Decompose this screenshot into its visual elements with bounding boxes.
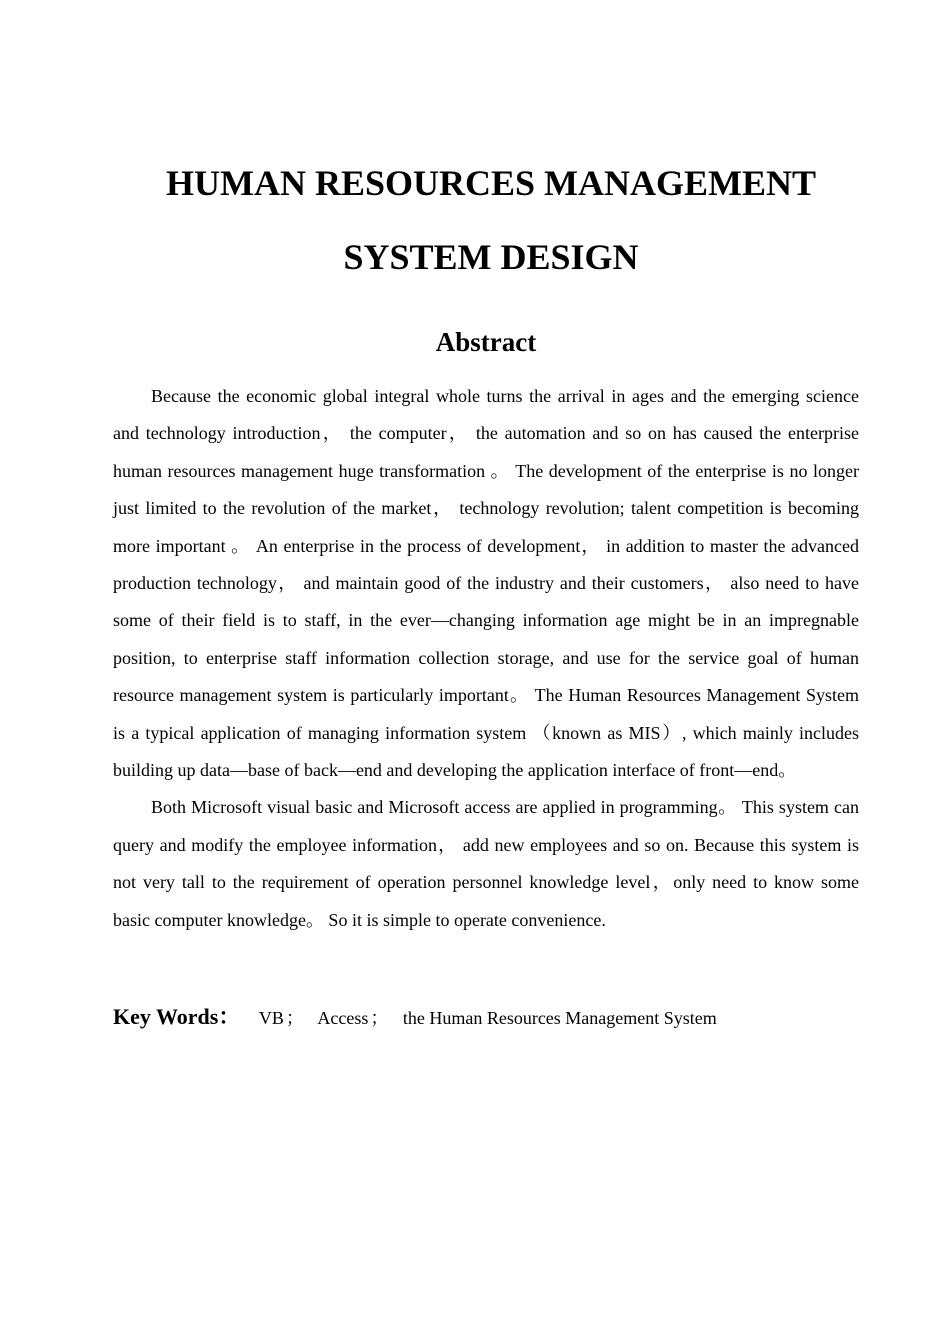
- keywords-line: [113, 997, 859, 1038]
- keyword-item: VB: [258, 1008, 284, 1028]
- abstract-paragraph-2: Both Microsoft visual basic and Microsoft access are applied in programming。 This system can query and modify the employee information， add new employees and so on. Because this system is not very tall to the requirement of operation personnel knowledge level，only need to know some basic computer knowledge。 So it is simple to operate convenience.: [113, 797, 859, 930]
- keyword-separator: ；: [370, 1008, 389, 1028]
- keywords-label: Key Words：: [113, 1004, 241, 1029]
- abstract-paragraph-1: Because the economic global integral whole turns the arrival in ages and the emerging science and technology introduction， the computer， the automation and so on has caused the enterprise human resources management huge transformation 。 The development of the enterprise is no longer just limited to the revolution of the market， technology revolution; talent competition is becoming more important 。 An enterprise in the process of development， in addition to master the advanced production technology， and maintain good of the industry and their customers， also need to have some of their field is to staff, in the ever—changing information age might be in an impregnable position, to enterprise staff information collection storage, and use for the service goal of human resource management system is particularly important。 The Human Resources Management System is a typical application of managing information system （known as MIS）, which mainly includes building up data—base of back—end and developing the application interface of front—end。: [113, 386, 859, 781]
- keyword-separator: ；: [285, 1008, 304, 1028]
- abstract-body: [113, 378, 859, 939]
- title-line-1: HUMAN RESOURCES MANAGEMENT: [165, 163, 817, 203]
- keyword-item: the Human Resources Management System: [402, 1008, 717, 1028]
- title-line-2: SYSTEM DESIGN: [343, 237, 639, 277]
- abstract-heading: Abstract: [435, 327, 537, 357]
- keyword-item: Access: [317, 1008, 369, 1028]
- document-title: [0, 146, 950, 294]
